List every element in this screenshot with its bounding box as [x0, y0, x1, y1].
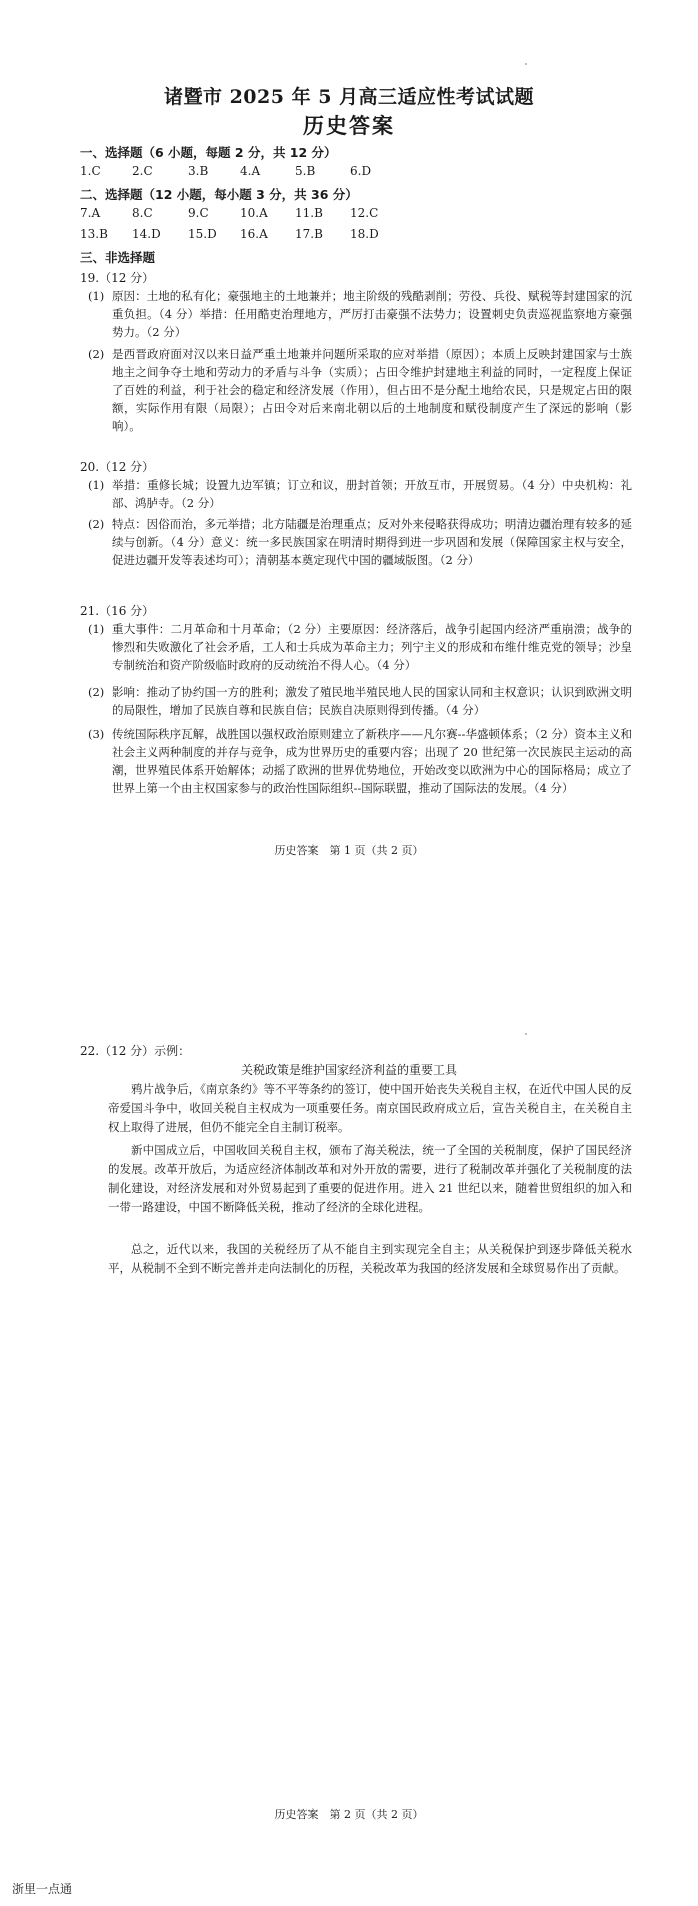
item-text: 传统国际秩序瓦解，战胜国以强权政治原则建立了新秩序——凡尔赛--华盛顿体系；（2 分）资本主义和社会主义两种制度的并存与竞争，成为世界历史的重要内容；出现了 20 世纪第一次民族民主运动的高潮，世界殖民体系开始解体；动摇了欧洲的世界优势地位，开始改变以欧洲为中心的国际格局；成立了世界上第一个由主权国家参与的政治性国际组织--国际联盟，推动了国际法的发展。（4 分） — [112, 727, 632, 795]
item-text: 特点：因俗而治，多元举措；北方陆疆是治理重点；反对外来侵略获得成功；明清边疆治理有较多的延续与创新。（4 分）意义：统一多民族国家在明清时期得到进一步巩固和发展（保障国家主权与安全，促进边疆开发等表述均可）；清朝基本奠定现代中国的疆域版图。（2 分） — [112, 517, 632, 567]
q22-heading: 22.（12 分）示例： — [80, 1044, 191, 1058]
q19-heading: 19.（12 分） — [80, 271, 155, 285]
q19-answer-2 — [88, 345, 632, 435]
answer-item: 15.D — [188, 227, 217, 241]
q20-answer-2 — [88, 515, 632, 569]
scan-mark — [525, 1033, 527, 1035]
q21-answer-1 — [88, 620, 632, 674]
answer-item: 5.B — [295, 164, 316, 178]
essay-paragraph: 新中国成立后，中国收回关税自主权，颁布了海关税法，统一了全国的关税制度，保护了国民经济的发展。改革开放后，为适应经济体制改革和对外开放的需要，进行了税制改革并强化了关税制度的法制化建设，对经济发展和对外贸易起到了重要的促进作用。进入 21 世纪以来，随着世贸组织的加入和一带一路建设，中国不断降低关税，推动了经济的全球化进程。 — [108, 1143, 632, 1214]
section3-heading: 三、非选择题 — [80, 250, 156, 265]
item-label: (2) — [88, 517, 105, 531]
answer-item: 7.A — [80, 206, 101, 220]
section2-answers-row2 — [80, 227, 620, 243]
item-label: (1) — [88, 289, 105, 303]
scan-mark — [525, 63, 527, 65]
answer-item: 4.A — [240, 164, 261, 178]
q20-heading: 20.（12 分） — [80, 460, 155, 474]
item-label: (1) — [88, 622, 105, 636]
answer-item: 18.D — [350, 227, 379, 241]
section2-answers-row1 — [80, 206, 620, 222]
essay-title: 关税政策是维护国家经济利益的重要工具 — [240, 1063, 457, 1077]
q21-heading: 21.（16 分） — [80, 604, 155, 618]
section2-heading: 二、选择题（12 小题，每小题 3 分，共 36 分） — [80, 187, 358, 202]
exam-title: 诸暨市 2025 年 5 月高三适应性考试试题 — [163, 86, 535, 108]
exam-subtitle: 历史答案 — [303, 113, 395, 138]
answer-item: 17.B — [295, 227, 323, 241]
item-text: 影响：推动了协约国一方的胜利；激发了殖民地半殖民地人民的国家认同和主权意识；认识到欧洲文明的局限性，增加了民族自尊和民族自信；民族自决原则得到传播。（4 分） — [112, 685, 632, 717]
answer-item: 16.A — [240, 227, 268, 241]
item-label: (3) — [88, 727, 105, 741]
answer-item: 6.D — [350, 164, 372, 178]
item-label: (2) — [88, 347, 105, 361]
answer-item: 3.B — [188, 164, 209, 178]
watermark-text: 浙里一点通 — [12, 1882, 73, 1896]
answer-item: 9.C — [188, 206, 209, 220]
q19-answer-1 — [88, 287, 632, 341]
answer-item: 12.C — [350, 206, 379, 220]
item-text: 原因：土地的私有化；豪强地主的土地兼并；地主阶级的残酷剥削；劳役、兵役、赋税等封建国家的沉重负担。（4 分）举措：任用酷吏治理地方，严厉打击豪强不法势力；设置刺史负责巡视监察地方豪强势力。（2 分） — [112, 289, 632, 339]
q21-answer-2 — [88, 683, 632, 719]
item-text: 重大事件：二月革命和十月革命；（2 分）主要原因：经济落后，战争引起国内经济严重崩溃；战争的惨烈和失败激化了社会矛盾，工人和士兵成为革命主力；列宁主义的形成和布维什维克党的领导；沙皇专制统治和资产阶级临时政府的反动统治不得人心。（4 分） — [112, 622, 632, 672]
answer-item: 14.D — [132, 227, 161, 241]
answer-item: 2.C — [132, 164, 153, 178]
answer-item: 10.A — [240, 206, 268, 220]
item-label: (2) — [88, 685, 105, 699]
section1-heading: 一、选择题（6 小题，每题 2 分，共 12 分） — [80, 145, 337, 160]
essay-paragraph: 总之，近代以来，我国的关税经历了从不能自主到实现完全自主；从关税保护到逐步降低关税水平，从税制不全到不断完善并走向法制化的历程，关税改革为我国的经济发展和全球贸易作出了贡献。 — [108, 1242, 632, 1275]
answer-item: 1.C — [80, 164, 101, 178]
answer-item: 8.C — [132, 206, 153, 220]
item-text: 举措：重修长城；设置九边军镇；订立和议，册封首领；开放互市，开展贸易。（4 分）中央机构：礼部、鸿胪寺。（2 分） — [112, 478, 632, 510]
answer-item: 13.B — [80, 227, 108, 241]
q21-answer-3 — [88, 725, 632, 797]
essay-paragraph: 鸦片战争后，《南京条约》等不平等条约的签订，使中国开始丧失关税自主权，在近代中国人民的反帝爱国斗争中，收回关税自主权成为一项重要任务。南京国民政府成立后，宣告关税自主，在关税自主权上取得了进展，但仍不能完全自主制订税率。 — [108, 1082, 632, 1134]
q20-answer-1 — [88, 476, 632, 512]
answer-item: 11.B — [295, 206, 323, 220]
section1-answers — [80, 164, 620, 180]
item-text: 是西晋政府面对汉以来日益严重土地兼并问题所采取的应对举措（原因）；本质上反映封建国家与士族地主之间争夺土地和劳动力的矛盾与斗争（实质）；占田令维护封建地主利益的同时，一定程度上保证了百姓的利益，利于社会的稳定和经济发展（作用），但占田不是分配土地给农民，只是规定占田的限额，实际作用有限（局限）；占田令对后来南北朝以后的土地制度和赋役制度产生了深远的影响（影响）。 — [112, 347, 632, 433]
item-label: (1) — [88, 478, 105, 492]
page2-footer: 历史答案 第 2 页（共 2 页） — [274, 1808, 424, 1821]
page1-footer: 历史答案 第 1 页（共 2 页） — [274, 844, 424, 857]
